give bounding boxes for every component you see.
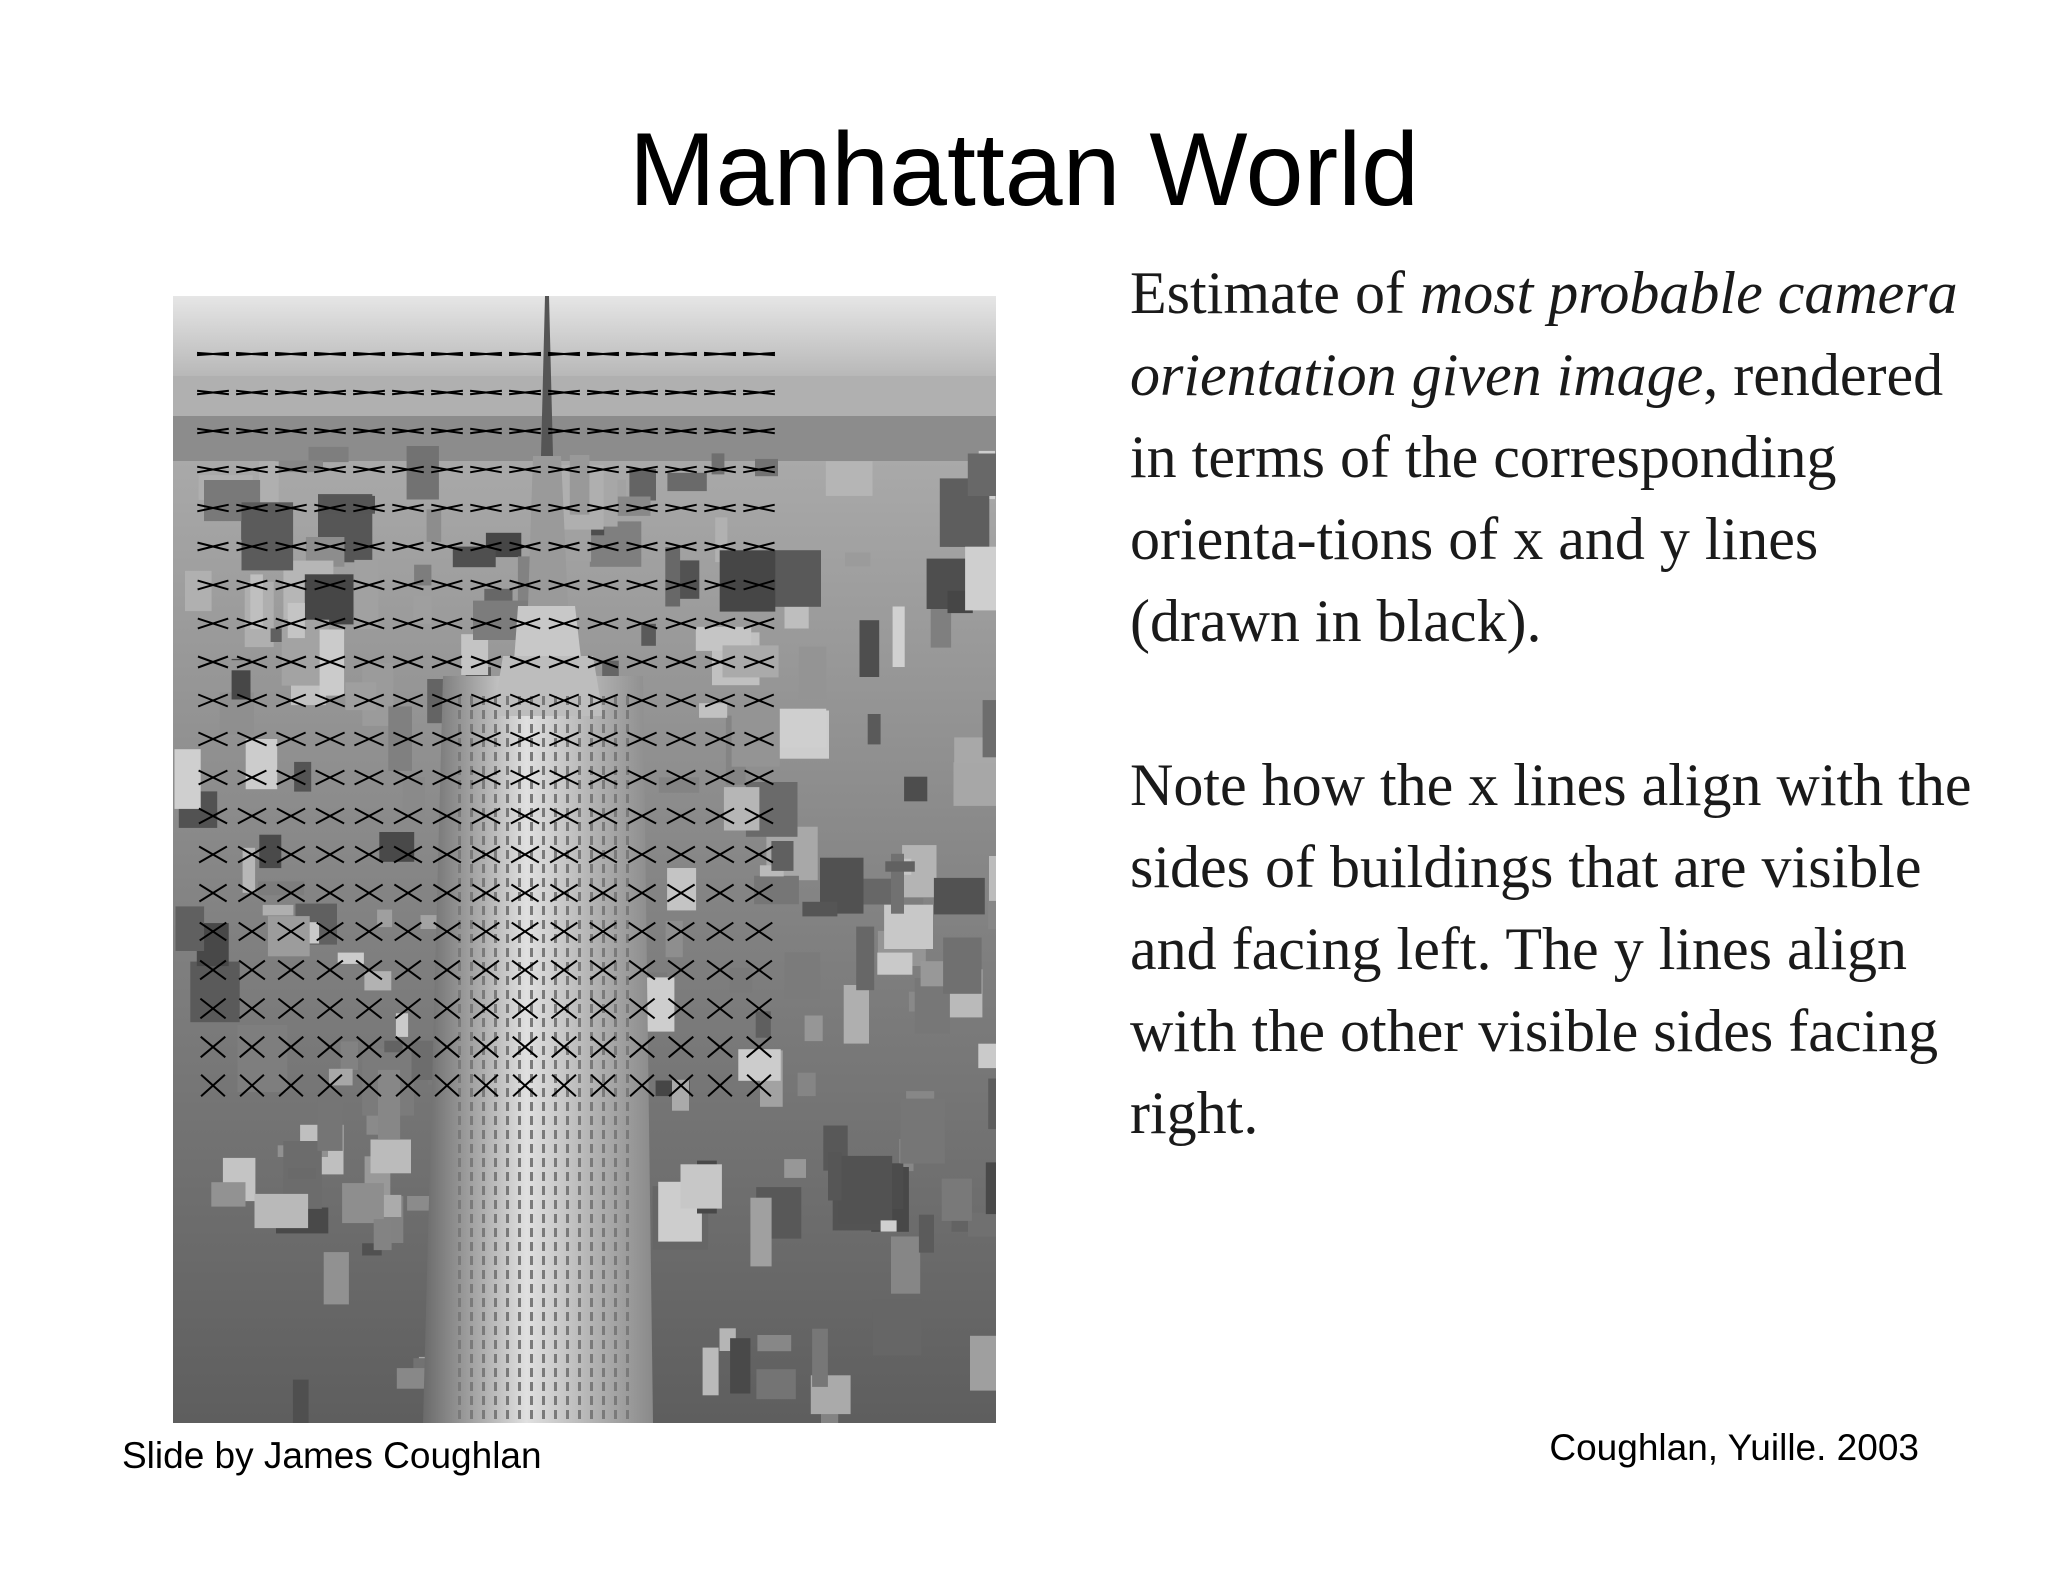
river [173, 416, 996, 461]
paragraph-estimate-lead: Estimate of [1130, 260, 1420, 326]
paragraph-estimate-rest: , rendered in terms of the corresponding orienta-tions of x and y lines (drawn in black). [1130, 342, 1944, 654]
paragraph-estimate [1130, 252, 1990, 662]
citation: Coughlan, Yuille. 2003 [1549, 1427, 1919, 1468]
distant-land [173, 376, 996, 416]
slide-body [1130, 252, 1990, 1154]
paragraph-note: Note how the x lines align with the sides of buildings that are visible and facing left. The y lines align with the other visible sides facing right. [1130, 752, 1972, 1146]
slide-credit: Slide by James Coughlan [122, 1435, 542, 1476]
slide-title: Manhattan World [628, 112, 1420, 228]
sky [173, 296, 996, 376]
photo-illustration [173, 296, 996, 1423]
paragraph-estimate-emphasis: most probable camera orientation given image [1130, 260, 1958, 408]
empire-state-building-photo [173, 296, 996, 1423]
